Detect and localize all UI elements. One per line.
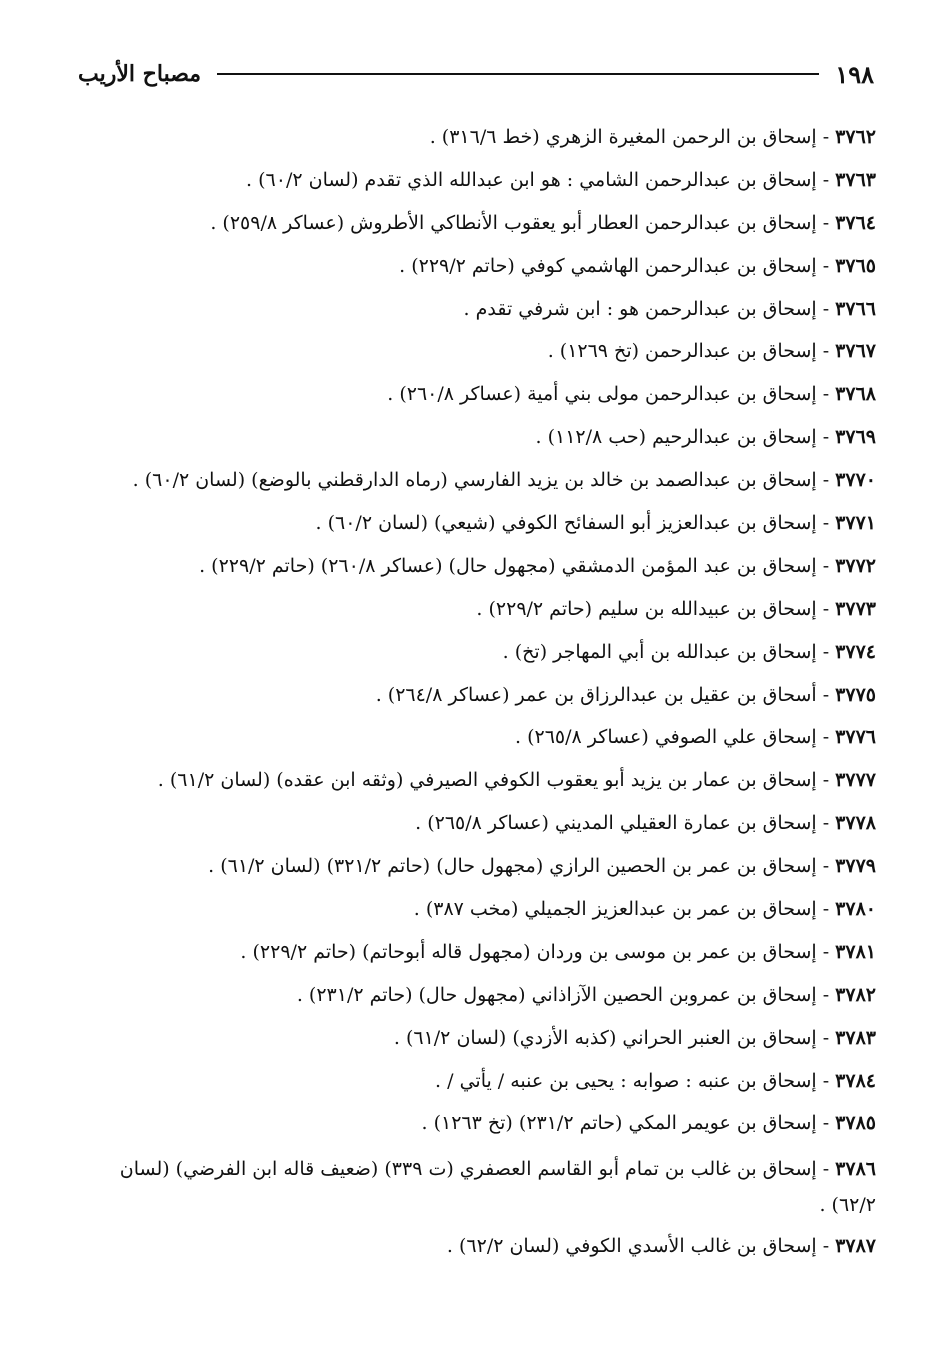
entry (70, 251, 876, 281)
entry-number: ٣٧٦٢ (835, 126, 876, 148)
entry (70, 1231, 876, 1261)
entry (70, 1023, 876, 1053)
entry-number: ٣٧٧٩ (835, 855, 876, 878)
entry-text: - إسحاق بن عمارة العقيلي المديني (عساكر ٢٦٥/٨) . (415, 812, 836, 835)
entry-number: ٣٧٨٦ (835, 1158, 876, 1181)
entry-text: - إسحاق بن عبد المؤمن الدمشقي (مجهول حال) (عساكر ٢٦٠/٨) (حاتم ٢٢٩/٢) . (199, 554, 836, 577)
entry (70, 165, 876, 195)
entry-number: ٣٧٧٢ (835, 554, 876, 577)
entry-text: - إسحاق بن عمر بن عبدالعزيز الجميلي (مخب ٣٨٧) . (413, 898, 836, 921)
entry (70, 851, 876, 881)
entry-number: ٣٧٦٤ (835, 211, 876, 234)
entry-text: - إسحاق بن عبدالرحمن (تخ ١٢٦٩) . (547, 340, 836, 363)
page-number: ١٩٨ (835, 59, 874, 89)
header-rule (217, 73, 819, 75)
entry-number: ٣٧٨٥ (835, 1112, 876, 1135)
entry-text: - إسحاق بن عويمر المكي (حاتم ٢٣١/٢) (تخ ١٢٦٣) . (421, 1112, 836, 1135)
entry-text: - إسحاق بن عبدالرحمن هو : ابن شرفي تقدم . (463, 297, 836, 320)
entry (70, 208, 876, 238)
entry (70, 594, 876, 624)
entry-number: ٣٧٨٣ (835, 1026, 876, 1049)
entry (70, 722, 876, 752)
entry (70, 336, 876, 366)
entry-text: - إسحاق بن الرحمن المغيرة الزهري (خط ٣١٦/٦) . (429, 126, 836, 148)
entry (70, 379, 876, 409)
entry-number: ٣٧٧٨ (835, 812, 876, 835)
entry (70, 508, 876, 538)
entry-text: - إسحاق بن عبدالرحمن العطار أبو يعقوب الأنطاكي الأطروش (عساكر ٢٥٩/٨) . (210, 211, 836, 234)
entry-text: - إسحاق بن غالب بن تمام أبو القاسم العصفري (ت ٣٣٩) (ضعيف قاله ابن الفرضي) (لسان ٦٢/٢) . (119, 1158, 876, 1217)
entry (70, 808, 876, 838)
entry-text: - إسحاق بن عبدالرحمن مولى بني أمية (عساكر ٢٦٠/٨) . (387, 383, 836, 406)
entry-text: - أسحاق بن عقيل بن عبدالرزاق بن عمر (عساكر ٢٦٤/٨) . (375, 683, 836, 706)
entry-number: ٣٧٧١ (835, 512, 876, 535)
entry-text: - إسحاق بن غالب الأسدي الكوفي (لسان ٦٢/٢) . (446, 1235, 836, 1258)
entry-text: - إسحاق علي الصوفي (عساكر ٢٦٥/٨) . (515, 726, 836, 749)
entry-number: ٣٧٧٥ (835, 683, 876, 706)
entry (70, 422, 876, 452)
entry-number: ٣٧٨٠ (835, 898, 876, 921)
entry (70, 980, 876, 1010)
entry-text: - إسحاق بن العنبر الحراني (كذبه الأزدي) (لسان ٦١/٢) . (393, 1026, 836, 1049)
entry-text: - إسحاق بن عبدالرحمن الهاشمي كوفي (حاتم ٢٢٩/٢) . (399, 254, 836, 277)
entry-number: ٣٧٦٩ (835, 426, 876, 449)
entry-text: - إسحاق بن عمار بن يزيد أبو يعقوب الكوفي الصيرفي (وثقه ابن عقده) (لسان ٦١/٢) . (157, 769, 836, 792)
entry-text: - إسحاق بن عبدالعزيز أبو السفائح الكوفي (شيعي) (لسان ٦٠/٢) . (315, 512, 836, 535)
entry (70, 294, 876, 324)
entry (70, 551, 876, 581)
entry-text: - إسحاق بن عمروبن الحصين الآزاذاني (مجهول حال) (حاتم ٢٣١/٢) . (296, 983, 836, 1006)
entry (70, 1151, 876, 1223)
entry-number: ٣٧٨٢ (835, 983, 876, 1006)
entry (70, 465, 876, 495)
entry-text: - إسحاق بن عمر بن الحصين الرازي (مجهول حال) (حاتم ٣٢١/٢) (لسان ٦١/٢) . (208, 855, 836, 878)
page-header (78, 54, 874, 94)
entry-text: - إسحاق بن عنبه : صوابه : يحيى بن عنبه / يأتي / . (435, 1069, 836, 1092)
entry-number: ٣٧٨٧ (835, 1235, 876, 1258)
entry (70, 894, 876, 924)
entry-number: ٣٧٧٦ (835, 726, 876, 749)
entry-number: ٣٧٨١ (835, 940, 876, 963)
entry-text: - إسحاق بن عبدالله بن أبي المهاجر (تخ) . (502, 640, 836, 663)
entry (70, 1108, 876, 1138)
entry-number: ٣٧٧٣ (835, 597, 876, 620)
entry-text: - إسحاق بن عبيدالله بن سليم (حاتم ٢٢٩/٢) . (476, 597, 836, 620)
entry-text: - إسحاق بن عبدالرحمن الشامي : هو ابن عبدالله الذي تقدم (لسان ٦٠/٢) . (246, 168, 836, 191)
entry-number: ٣٧٧٤ (835, 640, 876, 663)
entry (70, 765, 876, 795)
entry (70, 937, 876, 967)
entry-list (70, 122, 876, 1274)
entry-number: ٣٧٦٨ (835, 383, 876, 406)
entry-text: - إسحاق بن عمر بن موسى بن وردان (مجهول قاله أبوحاتم) (حاتم ٢٢٩/٢) . (240, 940, 836, 963)
entry (70, 680, 876, 710)
entry-number: ٣٧٦٦ (835, 297, 876, 320)
entry (70, 1066, 876, 1096)
entry-number: ٣٧٧٠ (835, 469, 876, 492)
entry (70, 122, 876, 152)
entry-number: ٣٧٦٧ (835, 340, 876, 363)
entry-number: ٣٧٧٧ (835, 769, 876, 792)
entry-text: - إسحاق بن عبدالصمد بن خالد بن يزيد الفارسي (رماه الدارقطني بالوضع) (لسان ٦٠/٢) . (132, 469, 836, 492)
entry-number: ٣٧٦٣ (835, 168, 876, 191)
entry-number: ٣٧٦٥ (835, 254, 876, 277)
running-title: مصباح الأريب (78, 61, 202, 87)
entry (70, 637, 876, 667)
entry-number: ٣٧٨٤ (835, 1069, 876, 1092)
entry-text: - إسحاق بن عبدالرحيم (حب ١١٢/٨) . (535, 426, 836, 449)
